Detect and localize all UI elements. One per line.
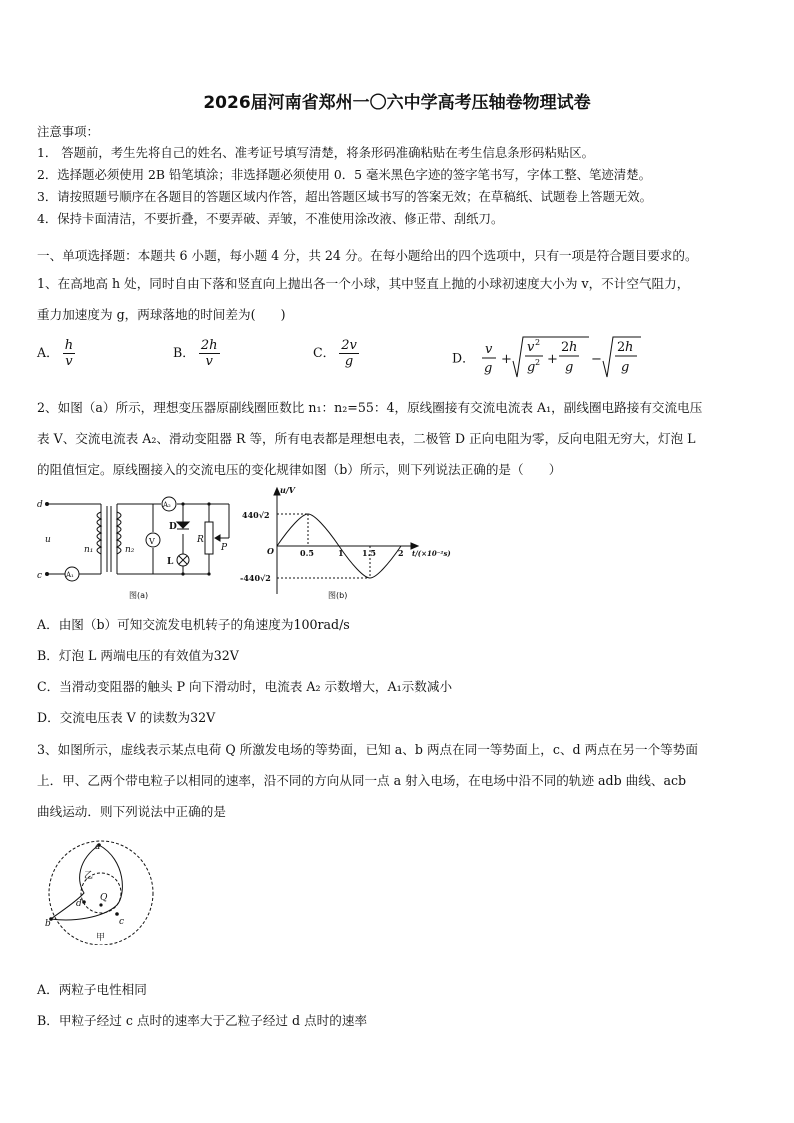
svg-text:g: g (620, 360, 630, 375)
q2-option-a: A．由图（b）可知交流发电机转子的角速度为100rad/s (37, 617, 350, 632)
q3-stem-line: 3、如图所示，虚线表示某点电荷 Q 所激发电场的等势面，已知 a、b 两点在同一等势面上，c、d 两点在另一个等势面 (37, 742, 698, 757)
svg-text:2: 2 (616, 340, 625, 355)
svg-text:2: 2 (534, 358, 540, 367)
q2-stem-line: 表 V、交流电流表 A₂、滑动变阻器 R 等，所有电表都是理想电表，二极管 D 正向电阻为零，反向电阻无穷大，灯泡 L (37, 431, 696, 446)
option-letter: C． (313, 345, 336, 360)
svg-text:g: g (483, 361, 493, 376)
svg-text:g: g (564, 360, 574, 375)
q3-stem-line: 上．甲、乙两个带电粒子以相同的速率，沿不同的方向从同一点 a 射入电场，在电场中沿不同的轨迹 adb 曲线、acb (37, 773, 687, 788)
circuit-diagram (37, 492, 237, 604)
svg-text:+: + (500, 352, 512, 367)
fraction (199, 338, 220, 369)
label-c: c (37, 571, 43, 581)
graph-ymax: 440√2 (242, 510, 270, 520)
label-v: V (149, 537, 155, 546)
equipotential-diagram (38, 840, 168, 945)
q2-stem-line: 2、如图（a）所示，理想变压器原副线圈匝数比 n₁：n₂=55：4，原线圈接有交流电流表 A₁，副线圈电路接有交流电压 (37, 400, 703, 415)
particle-yi-label: 乙 (84, 871, 94, 881)
option-letter: A． (37, 345, 59, 360)
fraction (63, 338, 75, 369)
fraction (339, 338, 359, 369)
svg-text:h: h (568, 340, 578, 355)
svg-text:2: 2 (560, 340, 569, 355)
graph-origin: O (267, 546, 274, 556)
trajectory-yi (51, 845, 99, 919)
notes-heading: 注意事项： (37, 124, 99, 139)
tick-label: 0.5 (300, 548, 314, 558)
denominator: g (344, 354, 354, 369)
numerator: 2v (341, 338, 357, 353)
option-letter: B． (173, 345, 195, 360)
label-r: R (197, 535, 204, 545)
tick-label: 2 (398, 548, 404, 558)
numerator: h (64, 338, 74, 353)
charge-q-label: Q (100, 893, 108, 903)
svg-text:v: v (484, 342, 493, 357)
page-title: 2026届河南省郑州一〇六中学高考压轴卷物理试卷 (203, 93, 591, 113)
q1-option-a (37, 338, 75, 369)
q1-option-c (313, 338, 359, 369)
q2-stem-line: 的阻值恒定。原线圈接入的交流电压的变化规律如图（b）所示，则下列说法正确的是（ ） (37, 462, 562, 477)
section-heading: 一、单项选择题：本题共 6 小题，每小题 4 分，共 24 分。在每小题给出的四个选项中，只有一项是符合题目要求的。 (37, 248, 698, 263)
numerator: 2h (200, 338, 218, 353)
voltage-graph (240, 484, 460, 604)
q2-option-c: C．当滑动变阻器的触头 P 向下滑动时，电流表 A₂ 示数增大，A₁示数减小 (37, 679, 453, 694)
svg-text:−: − (590, 352, 602, 367)
tick-label: 1 (338, 548, 344, 558)
figure-a-caption: 图(a) (129, 591, 149, 600)
label-p: P (221, 543, 228, 553)
label-u: u (45, 535, 51, 545)
tick-label: 1.5 (362, 548, 376, 558)
note-item: 3．请按照题号顺序在各题目的答题区域内作答，超出答题区域书写的答案无效；在草稿纸、试题卷上答题无效。 (37, 189, 653, 204)
label-lamp: L (167, 557, 174, 567)
figure-b-caption: 图(b) (328, 591, 348, 600)
q1-stem-line: 1、在高地高 h 处，同时自由下落和竖直向上抛出各一个小球，其中竖直上抛的小球初速度大小为 v，不计空气阻力， (37, 276, 690, 291)
point-b-label: b (45, 919, 51, 929)
q3-option-a: A．两粒子电性相同 (37, 982, 147, 997)
q1-option-b (173, 338, 220, 369)
q2-option-b: B．灯泡 L 两端电压的有效值为32V (37, 648, 239, 663)
label-d: d (37, 500, 43, 510)
note-item: 1． 答题前，考生先将自己的姓名、准考证号填写清楚，将条形码准确粘贴在考生信息条形码粘贴区。 (37, 145, 595, 160)
label-n1: n₁ (84, 545, 94, 555)
particle-jia-label: 甲 (96, 933, 106, 943)
point-a-label: a (95, 842, 101, 852)
option-letter: D． (452, 350, 475, 366)
q2-option-d: D．交流电压表 V 的读数为32V (37, 710, 216, 725)
denominator: v (65, 354, 73, 369)
svg-text:v: v (526, 340, 535, 355)
svg-text:2: 2 (534, 338, 540, 347)
q3-stem-line: 曲线运动．则下列说法中正确的是 (37, 804, 226, 819)
graph-xlabel: t/(×10⁻²s) (412, 549, 451, 558)
label-a1: A₁ (66, 571, 74, 579)
label-a2: A₂ (163, 501, 171, 509)
q1-option-d (452, 333, 659, 385)
note-item: 4．保持卡面清洁，不要折叠，不要弄破、弄皱，不准使用涂改液、修正带、刮纸刀。 (37, 211, 504, 226)
label-n2: n₂ (125, 545, 135, 555)
denominator: v (205, 354, 213, 369)
q1-stem-line: 重力加速度为 g，两球落地的时间差为( ) (37, 307, 286, 322)
svg-text:g: g (526, 360, 536, 375)
svg-text:h: h (624, 340, 634, 355)
option-d-formula (479, 333, 659, 385)
q3-option-b: B．甲粒子经过 c 点时的速率大于乙粒子经过 d 点时的速率 (37, 1013, 368, 1028)
graph-ymin: -440√2 (240, 573, 271, 583)
svg-text:+: + (546, 352, 558, 367)
point-d-label: d (76, 899, 82, 909)
point-c-label: c (119, 917, 125, 927)
label-diode: D (169, 522, 177, 532)
graph-ylabel: u/V (280, 485, 295, 495)
note-item: 2．选择题必须使用 2B 铅笔填涂；非选择题必须使用 0．5 毫米黑色字迹的签字笔书写，字体工整、笔迹清楚。 (37, 167, 651, 182)
